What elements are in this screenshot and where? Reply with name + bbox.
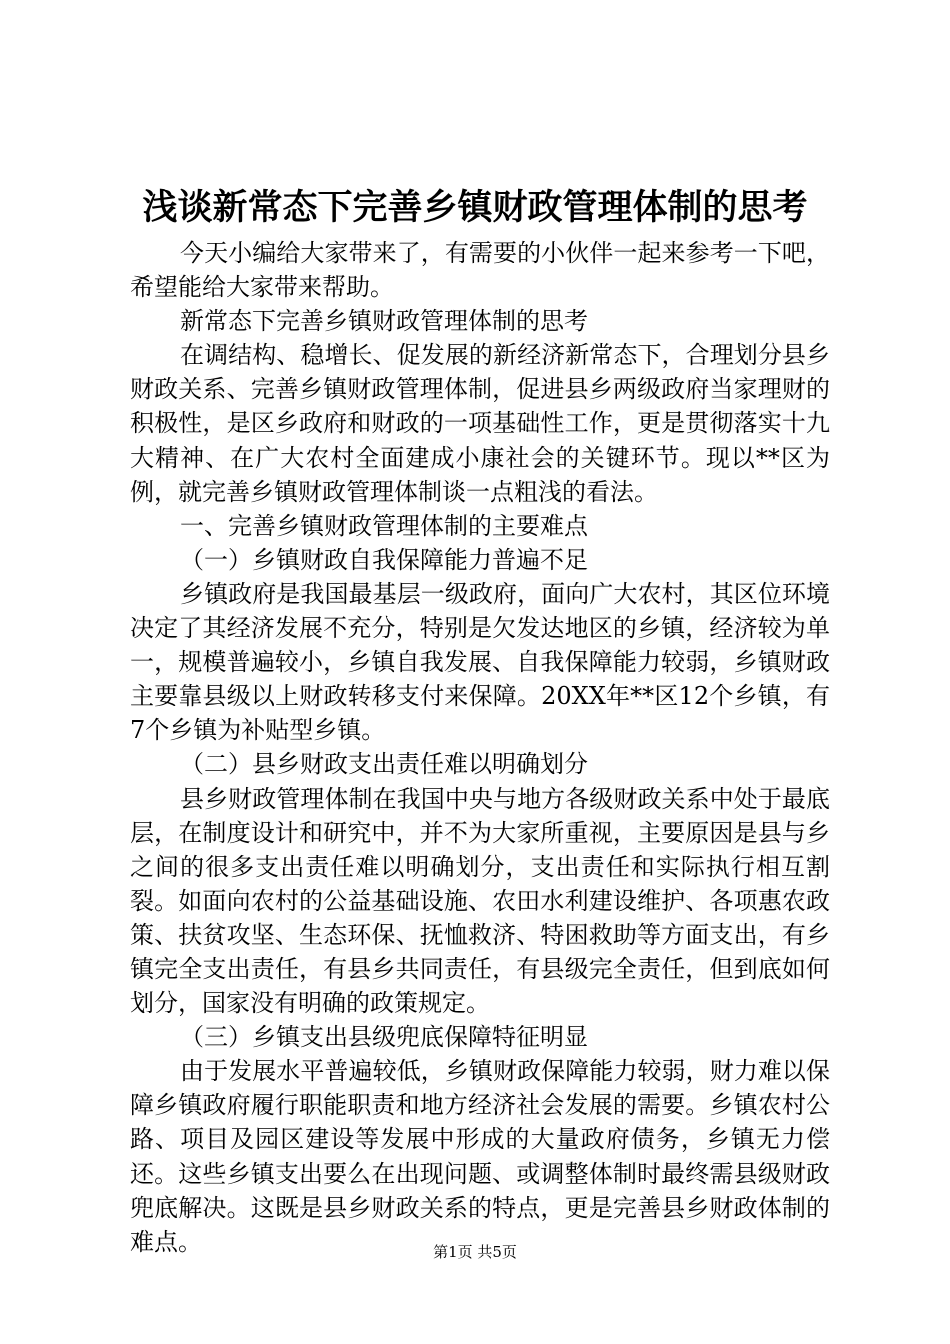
section-heading-1: 一、完善乡镇财政管理体制的主要难点 (180, 511, 588, 540)
document-body (130, 236, 830, 1259)
paragraph-intro: 今天小编给大家带来了，有需要的小伙伴一起来参考一下吧，希望能给大家带来帮助。 (130, 239, 830, 302)
paragraph-subtitle: 新常态下完善乡镇财政管理体制的思考 (180, 307, 588, 336)
paragraph-subsection-3: 由于发展水平普遍较低，乡镇财政保障能力较弱，财力难以保障乡镇政府履行职能职责和地方经济社会发展的需要。乡镇农村公路、项目及园区建设等发展中形成的大量政府债务，乡镇无力偿还。这些乡镇支出要么在出现问题、或调整体制时最终需县级财政兜底解决。这既是县乡财政关系的特点，更是完善县乡财政体制的难点。 (130, 1057, 830, 1256)
subsection-heading-2: （二）县乡财政支出责任难以明确划分 (180, 750, 588, 779)
paragraph-subsection-1: 乡镇政府是我国最基层一级政府，面向广大农村，其区位环境决定了其经济发展不充分，特别是欠发达地区的乡镇，经济较为单一，规模普遍较小，乡镇自我发展、自我保障能力较弱，乡镇财政主要靠县级以上财政转移支付来保障。20XX年**区12个乡镇，有7个乡镇为补贴型乡镇。 (130, 579, 830, 745)
page-footer: 第1页 共5页 (433, 1243, 517, 1261)
subsection-heading-3: （三）乡镇支出县级兜底保障特征明显 (180, 1023, 588, 1052)
paragraph-preface: 在调结构、稳增长、促发展的新经济新常态下，合理划分县乡财政关系、完善乡镇财政管理体制，促进县乡两级政府当家理财的积极性，是区乡政府和财政的一项基础性工作，更是贯彻落实十九大精神、在广大农村全面建成小康社会的关键环节。现以**区为例，就完善乡镇财政管理体制谈一点粗浅的看法。 (130, 341, 830, 506)
document-title: 浅谈新常态下完善乡镇财政管理体制的思考 (142, 187, 808, 228)
paragraph-subsection-2: 县乡财政管理体制在我国中央与地方各级财政关系中处于最底层，在制度设计和研究中，并不为大家所重视，主要原因是县与乡之间的很多支出责任难以明确划分，支出责任和实际执行相互割裂。如面向农村的公益基础设施、农田水利建设维护、各项惠农政策、扶贫攻坚、生态环保、抚恤救济、特困救助等方面支出，有乡镇完全支出责任，有县乡共同责任，有县级完全责任，但到底如何划分，国家没有明确的政策规定。 (130, 784, 830, 1018)
subsection-heading-1: （一）乡镇财政自我保障能力普遍不足 (180, 545, 588, 574)
